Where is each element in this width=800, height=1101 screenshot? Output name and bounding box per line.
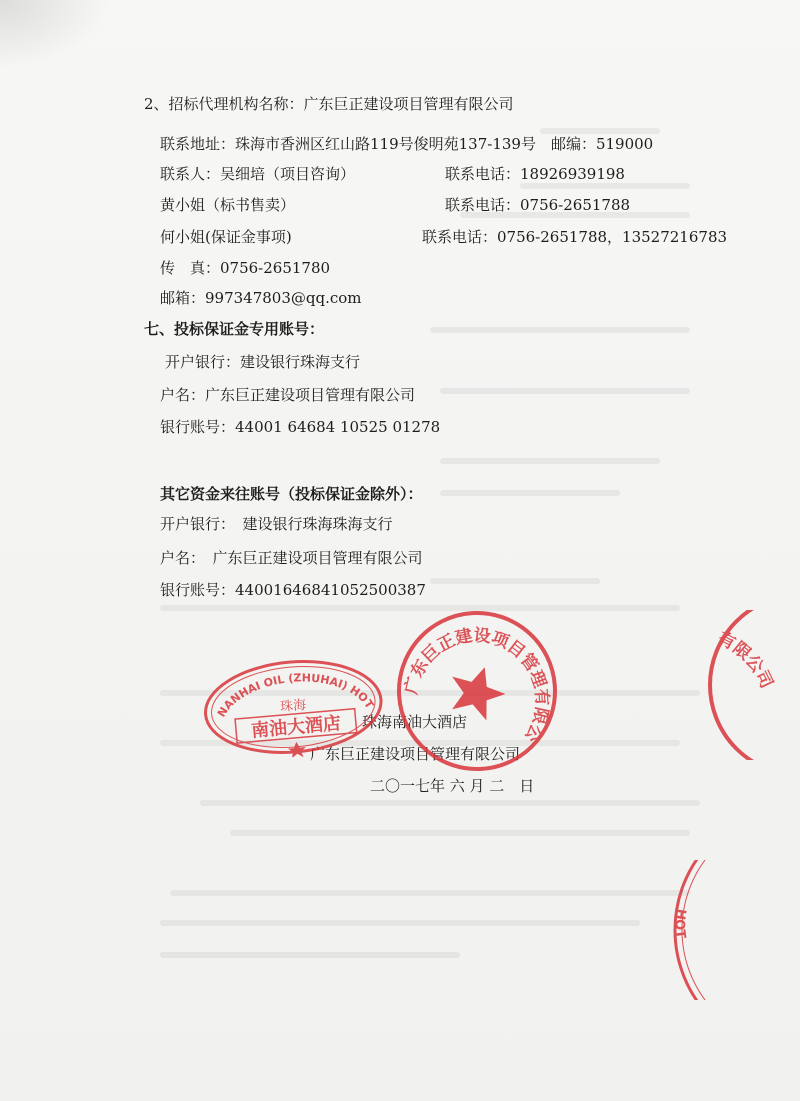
hotel-seal-main-text: 南油大酒店 (250, 712, 342, 742)
signature-date: 二〇一七年 六 月 二 日 (370, 777, 535, 795)
hotel-seal-ring-text: NANHAI OIL (ZHUHAI) HOTEL (214, 671, 377, 720)
company-seal-stamp (392, 606, 562, 776)
signature-hotel: 珠海南油大酒店 (362, 713, 468, 731)
contact1-name: 联系人：吴细培（项目咨询） (160, 165, 356, 183)
right-partial-stamp (690, 610, 800, 760)
bleed-through (540, 128, 660, 134)
bleed-through (440, 490, 620, 496)
bottom-stamp-ring-text: HOT (671, 907, 689, 940)
bleed-through (520, 183, 690, 189)
hotel-seal-stamp (198, 652, 388, 757)
bleed-through (440, 388, 690, 394)
deposit-account-name: 户名：广东巨正建设项目管理有限公司 (160, 386, 416, 404)
bleed-through (160, 920, 640, 926)
other-account-number: 银行账号：44001646841052500387 (160, 581, 426, 599)
bleed-through (440, 458, 660, 464)
company-seal-ring-text: 广东巨正建设项目管理有限公司 (401, 625, 552, 746)
contact1-phone: 联系电话：18926939198 (445, 165, 625, 183)
contact2-name: 黄小姐（标书售卖） (160, 196, 296, 214)
agent-heading: 2、招标代理机构名称：广东巨正建设项目管理有限公司 (144, 95, 514, 113)
signature-company: 广东巨正建设项目管理有限公司 (310, 745, 521, 763)
agent-email: 邮箱：997347803@qq.com (160, 289, 362, 307)
deposit-account-number: 银行账号：44001 64684 10525 01278 (160, 418, 441, 436)
bleed-through (170, 890, 690, 896)
bottom-partial-stamp (640, 860, 800, 1000)
page-corner-shadow (0, 0, 110, 70)
star-icon (443, 659, 512, 724)
bleed-through (430, 578, 600, 584)
bleed-through (200, 800, 700, 806)
other-account-heading: 其它资金来往账号（投标保证金除外）： (160, 485, 423, 503)
bleed-through (430, 327, 690, 333)
deposit-heading: 七、投标保证金专用账号： (144, 320, 325, 338)
deposit-bank: 开户银行：建设银行珠海支行 (165, 353, 361, 371)
agent-fax: 传 真：0756-2651780 (160, 259, 331, 277)
hotel-seal-small-text: 珠海 (279, 697, 307, 716)
other-bank: 开户银行： 建设银行珠海珠海支行 (160, 515, 393, 533)
bleed-through (160, 952, 460, 958)
bleed-through (230, 830, 690, 836)
contact3-phone: 联系电话：0756-2651788，13527216783 (422, 228, 728, 246)
contact2-phone: 联系电话：0756-2651788 (445, 196, 631, 214)
other-account-name: 户名： 广东巨正建设项目管理有限公司 (160, 549, 423, 567)
agent-address: 联系地址：珠海市香洲区红山路119号俊明苑137-139号 邮编：519000 (160, 135, 654, 153)
svg-text:HOT (672, 908, 689, 940)
svg-text:有限公司 (714, 628, 776, 692)
contact3-name: 何小姐(保证金事项) (160, 228, 292, 246)
right-stamp-ring-text: 有限公司 (714, 628, 777, 692)
